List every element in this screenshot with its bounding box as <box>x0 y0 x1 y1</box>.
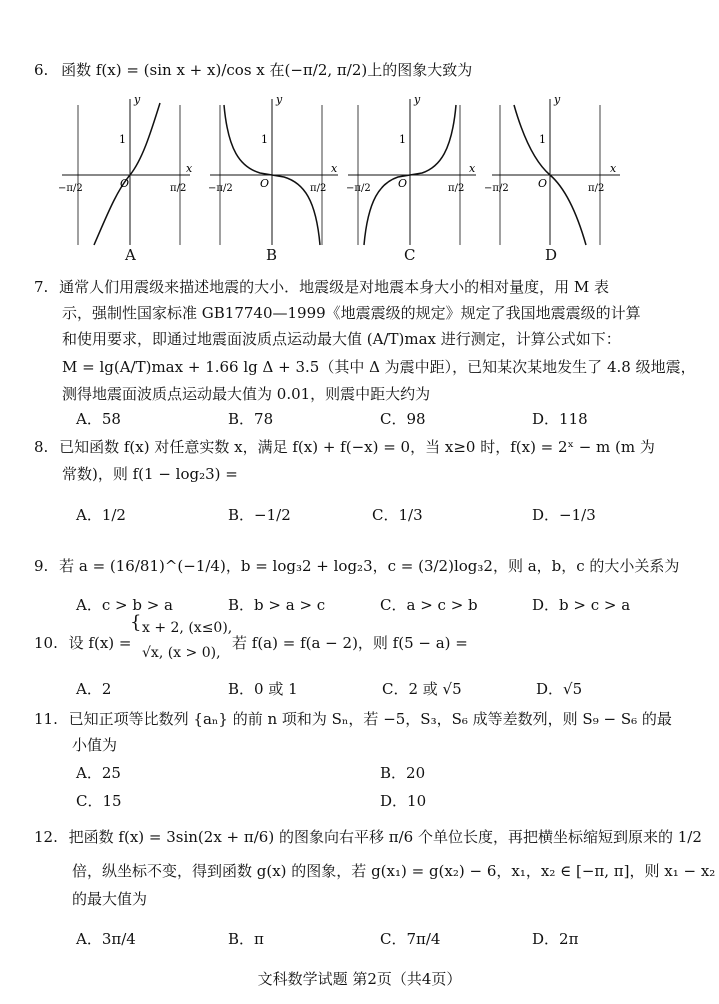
y-tick-label: 1 <box>539 133 546 146</box>
question-7-line-3: 和使用要求，即通过地震面波质点运动最大值 (A/T)max 进行测定，计算公式如下： <box>62 330 621 348</box>
question-10-condition: 若 f(a) = f(a − 2)，则 f(5 − a) = <box>232 634 468 652</box>
y-label: y <box>276 93 283 106</box>
question-number: 7. <box>34 278 49 296</box>
origin-label: O <box>120 177 130 190</box>
q10-option-c: C．2 或 √5 <box>382 680 462 698</box>
y-label: y <box>414 93 421 106</box>
q8-option-d: D．−1/3 <box>532 506 596 524</box>
x-left-label: −π/2 <box>58 183 83 194</box>
question-10: 10. 设 f(x) = <box>34 634 132 652</box>
question-12-line-2: 倍，纵坐标不变，得到函数 g(x) 的图象，若 g(x₁) = g(x₂) − 6，x₁，x₂ ∈ [−π, π]，则 x₁ − x₂ <box>72 862 716 880</box>
q12-option-d: D．2π <box>532 930 579 948</box>
question-text: 函数 f(x) = (sin x + x)/cos x 在(−π/2, π/2)上的图象大致为 <box>61 61 473 79</box>
y-label: y <box>554 93 561 106</box>
question-6 <box>34 60 472 80</box>
origin-label: O <box>538 177 548 190</box>
q10-option-a: A．2 <box>76 680 112 698</box>
question-7-line-2: 示，强制性国家标准 GB17740—1999《地震震级的规定》规定了我国地震震级的计算 <box>62 304 641 322</box>
question-7-line-5: 测得地震面波质点运动最大值为 0.01，则震中距大约为 <box>62 385 431 403</box>
piecewise-case-2: √x, (x > 0), <box>142 645 221 661</box>
question-number: 12. <box>34 828 58 846</box>
q9-option-a: A．c > b > a <box>76 596 173 614</box>
question-12-line-3: 的最大值为 <box>72 890 148 908</box>
page-footer: 文科数学试题 第2页（共4页） <box>257 970 462 988</box>
q8-option-a: A．1/2 <box>76 506 126 524</box>
x-right-label: π/2 <box>170 183 187 194</box>
y-label: y <box>134 93 141 106</box>
origin-label: O <box>398 177 408 190</box>
q10-option-d: D．√5 <box>536 680 583 698</box>
question-11-line-2: 小值为 <box>72 736 118 754</box>
x-left-label: −π/2 <box>484 183 509 194</box>
q7-option-d: D．118 <box>532 410 588 428</box>
q10-option-b: B．0 或 1 <box>228 680 298 698</box>
q11-option-d: D．10 <box>380 792 427 810</box>
q8-option-b: B．−1/2 <box>228 506 291 524</box>
y-tick-label: 1 <box>119 133 126 146</box>
graph-d <box>484 93 622 265</box>
graph-d-label: D <box>545 246 558 264</box>
graph-d-plot <box>484 93 622 245</box>
origin-label: O <box>260 177 270 190</box>
x-left-label: −π/2 <box>208 183 233 194</box>
x-right-label: π/2 <box>310 183 327 194</box>
graph-b <box>210 95 340 265</box>
q9-option-c: C．a > c > b <box>380 596 478 614</box>
q7-option-c: C．98 <box>380 410 426 428</box>
question-8-line-2: 常数)，则 f(1 − log₂3) = <box>62 465 238 483</box>
x-label: x <box>469 162 476 175</box>
graph-c-label: C <box>404 246 416 264</box>
question-11-line-1: 11. 已知正项等比数列 {aₙ} 的前 n 项和为 Sₙ，若 −5，S₃，S₆ 成等差数列，则 S₉ − S₆ 的最 <box>34 710 672 728</box>
graph-c-plot <box>348 95 478 245</box>
x-label: x <box>186 162 193 175</box>
y-tick-label: 1 <box>399 133 406 146</box>
curve-right <box>410 105 456 175</box>
graph-b-plot <box>210 95 340 245</box>
question-7-line-1: 7. 通常人们用震级来描述地震的大小．地震级是对地震本身大小的相对量度，用 M 表 <box>34 278 609 296</box>
question-number: 8. <box>34 438 49 456</box>
question-8-line-1: 8. 已知函数 f(x) 对任意实数 x，满足 f(x) + f(−x) = 0，当 x≥0 时，f(x) = 2ˣ − m (m 为 <box>34 438 655 456</box>
q11-option-a: A．25 <box>76 764 121 782</box>
x-right-label: π/2 <box>448 183 465 194</box>
question-12-line-1: 12. 把函数 f(x) = 3sin(2x + π/6) 的图象向右平移 π/6 个单位长度，再把横坐标缩短到原来的 1/2 <box>34 828 702 846</box>
q8-option-c: C．1/3 <box>372 506 423 524</box>
question-number: 9. <box>34 557 49 575</box>
question-7-line-4: M = lg(A/T)max + 1.66 lg Δ + 3.5（其中 Δ 为震中距），已知某次某地发生了 4.8 级地震， <box>62 358 696 376</box>
graph-c <box>348 95 478 265</box>
graph-a <box>58 93 193 265</box>
q9-option-b: B．b > a > c <box>228 596 326 614</box>
q12-option-b: B．π <box>228 930 264 948</box>
x-label: x <box>331 162 338 175</box>
q11-option-c: C．15 <box>76 792 122 810</box>
question-9: 9. 若 a = (16/81)^(−1/4)，b = log₃2 + log₂3，c = (3/2)log₃2，则 a，b，c 的大小关系为 <box>34 557 680 575</box>
question-number: 11. <box>34 710 58 728</box>
question-number: 6. <box>34 61 49 79</box>
x-left-label: −π/2 <box>346 183 371 194</box>
q9-option-d: D．b > c > a <box>532 596 631 614</box>
brace-left: { <box>130 612 142 633</box>
graph-a-label: A <box>125 246 136 264</box>
q12-option-c: C．7π/4 <box>380 930 441 948</box>
x-right-label: π/2 <box>588 183 605 194</box>
graph-b-label: B <box>266 246 278 264</box>
curve <box>94 103 160 245</box>
graph-a-plot <box>58 93 193 245</box>
y-tick-label: 1 <box>261 133 268 146</box>
q7-option-a: A．58 <box>76 410 121 428</box>
q7-option-b: B．78 <box>228 410 274 428</box>
question-number: 10. <box>34 634 58 652</box>
x-label: x <box>610 162 617 175</box>
q12-option-a: A．3π/4 <box>76 930 136 948</box>
piecewise-case-1: x + 2, (x≤0), <box>142 620 233 636</box>
q11-option-b: B．20 <box>380 764 426 782</box>
